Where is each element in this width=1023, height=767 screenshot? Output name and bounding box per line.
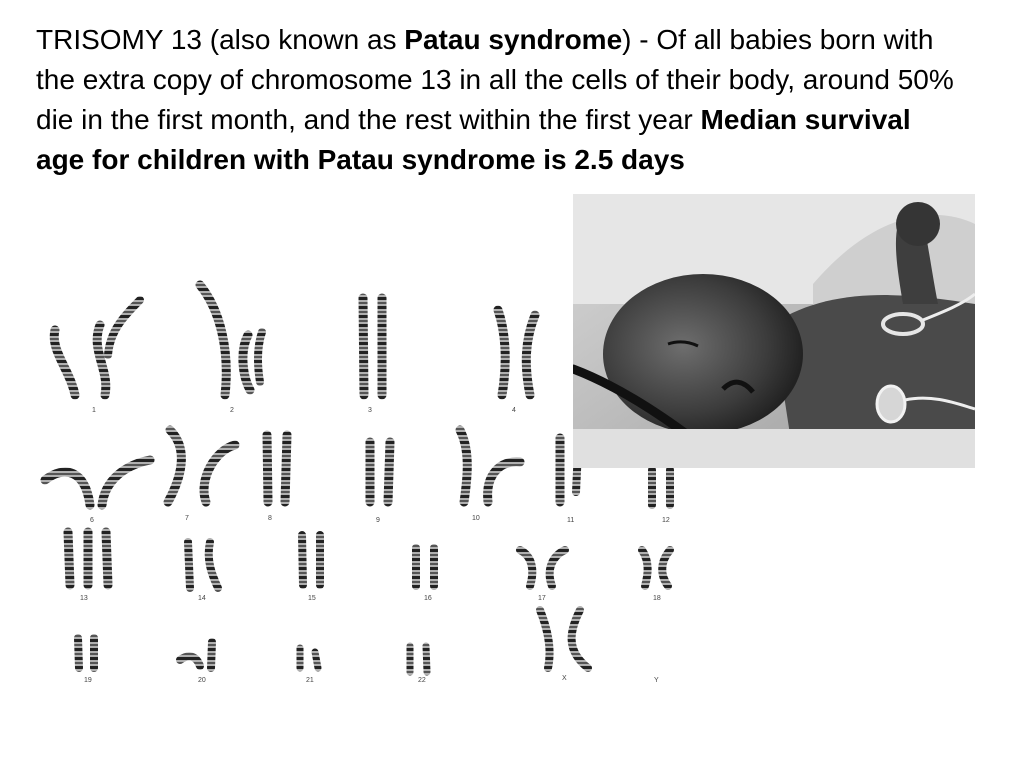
head: [603, 274, 803, 434]
label-14: 14: [198, 595, 206, 602]
newborn-photo: [573, 194, 975, 468]
chromosome-pair-4: [498, 310, 535, 395]
label-13: 13: [80, 595, 88, 602]
label-x: X: [562, 675, 567, 682]
label-21: 21: [306, 677, 314, 684]
chromosome-pair-19: [78, 638, 94, 668]
label-8: 8: [268, 515, 272, 522]
chromosome-pair-21: [300, 648, 318, 668]
label-15: 15: [308, 595, 316, 602]
label-3: 3: [368, 407, 372, 414]
chromosome-pair-10: [460, 430, 520, 502]
electrode-2: [877, 386, 905, 422]
slide-text: [36, 20, 966, 180]
label-2: 2: [230, 407, 234, 414]
chromosome-pair-15: [302, 535, 320, 585]
text-body: ) - Of all babies born with the extra copy of chromosome 13 in all the cells of their body, around 50% die in the first month, and the rest within the first year: [36, 24, 954, 135]
chromosome-pair-22: [410, 646, 427, 672]
chromosome-pair-3: [363, 298, 382, 395]
chromosome-pair-20: [180, 642, 212, 668]
fist: [896, 202, 940, 246]
chromosome-pair-7: [168, 430, 235, 502]
chromosome-set-13: [68, 532, 108, 585]
sheet-bottom: [573, 429, 975, 468]
label-1: 1: [92, 407, 96, 414]
chromosome-pair-x: [540, 610, 588, 668]
syndrome-name: Patau syndrome: [404, 24, 623, 55]
label-19: 19: [84, 677, 92, 684]
chromosome-pair-14: [188, 542, 218, 588]
chromosome-pair-12: [652, 470, 670, 505]
label-11: 11: [567, 517, 575, 524]
label-10: 10: [472, 515, 480, 522]
label-9: 9: [376, 517, 380, 524]
text-intro: TRISOMY 13 (also known as: [36, 24, 405, 55]
chromosome-pair-17: [520, 550, 565, 586]
chromosome-pair-2: [200, 285, 262, 395]
survival-statement: Median survival age for children with Patau syndrome is 2.5 days: [36, 104, 911, 175]
label-12: 12: [662, 517, 670, 524]
label-20: 20: [198, 677, 206, 684]
label-6: 6: [90, 517, 94, 524]
label-18: 18: [653, 595, 661, 602]
label-4: 4: [512, 407, 516, 414]
chromosome-pair-8: [267, 435, 287, 502]
chromosome-pair-16: [416, 548, 434, 586]
chromosome-pair-6: [45, 460, 150, 505]
label-17: 17: [538, 595, 546, 602]
label-16: 16: [424, 595, 432, 602]
chromosome-pair-18: [642, 550, 670, 586]
label-y: Y: [654, 677, 659, 684]
chromosome-pair-9: [370, 442, 390, 502]
label-22: 22: [418, 677, 426, 684]
chromosome-pair-1: [54, 300, 140, 395]
label-7: 7: [185, 515, 189, 522]
